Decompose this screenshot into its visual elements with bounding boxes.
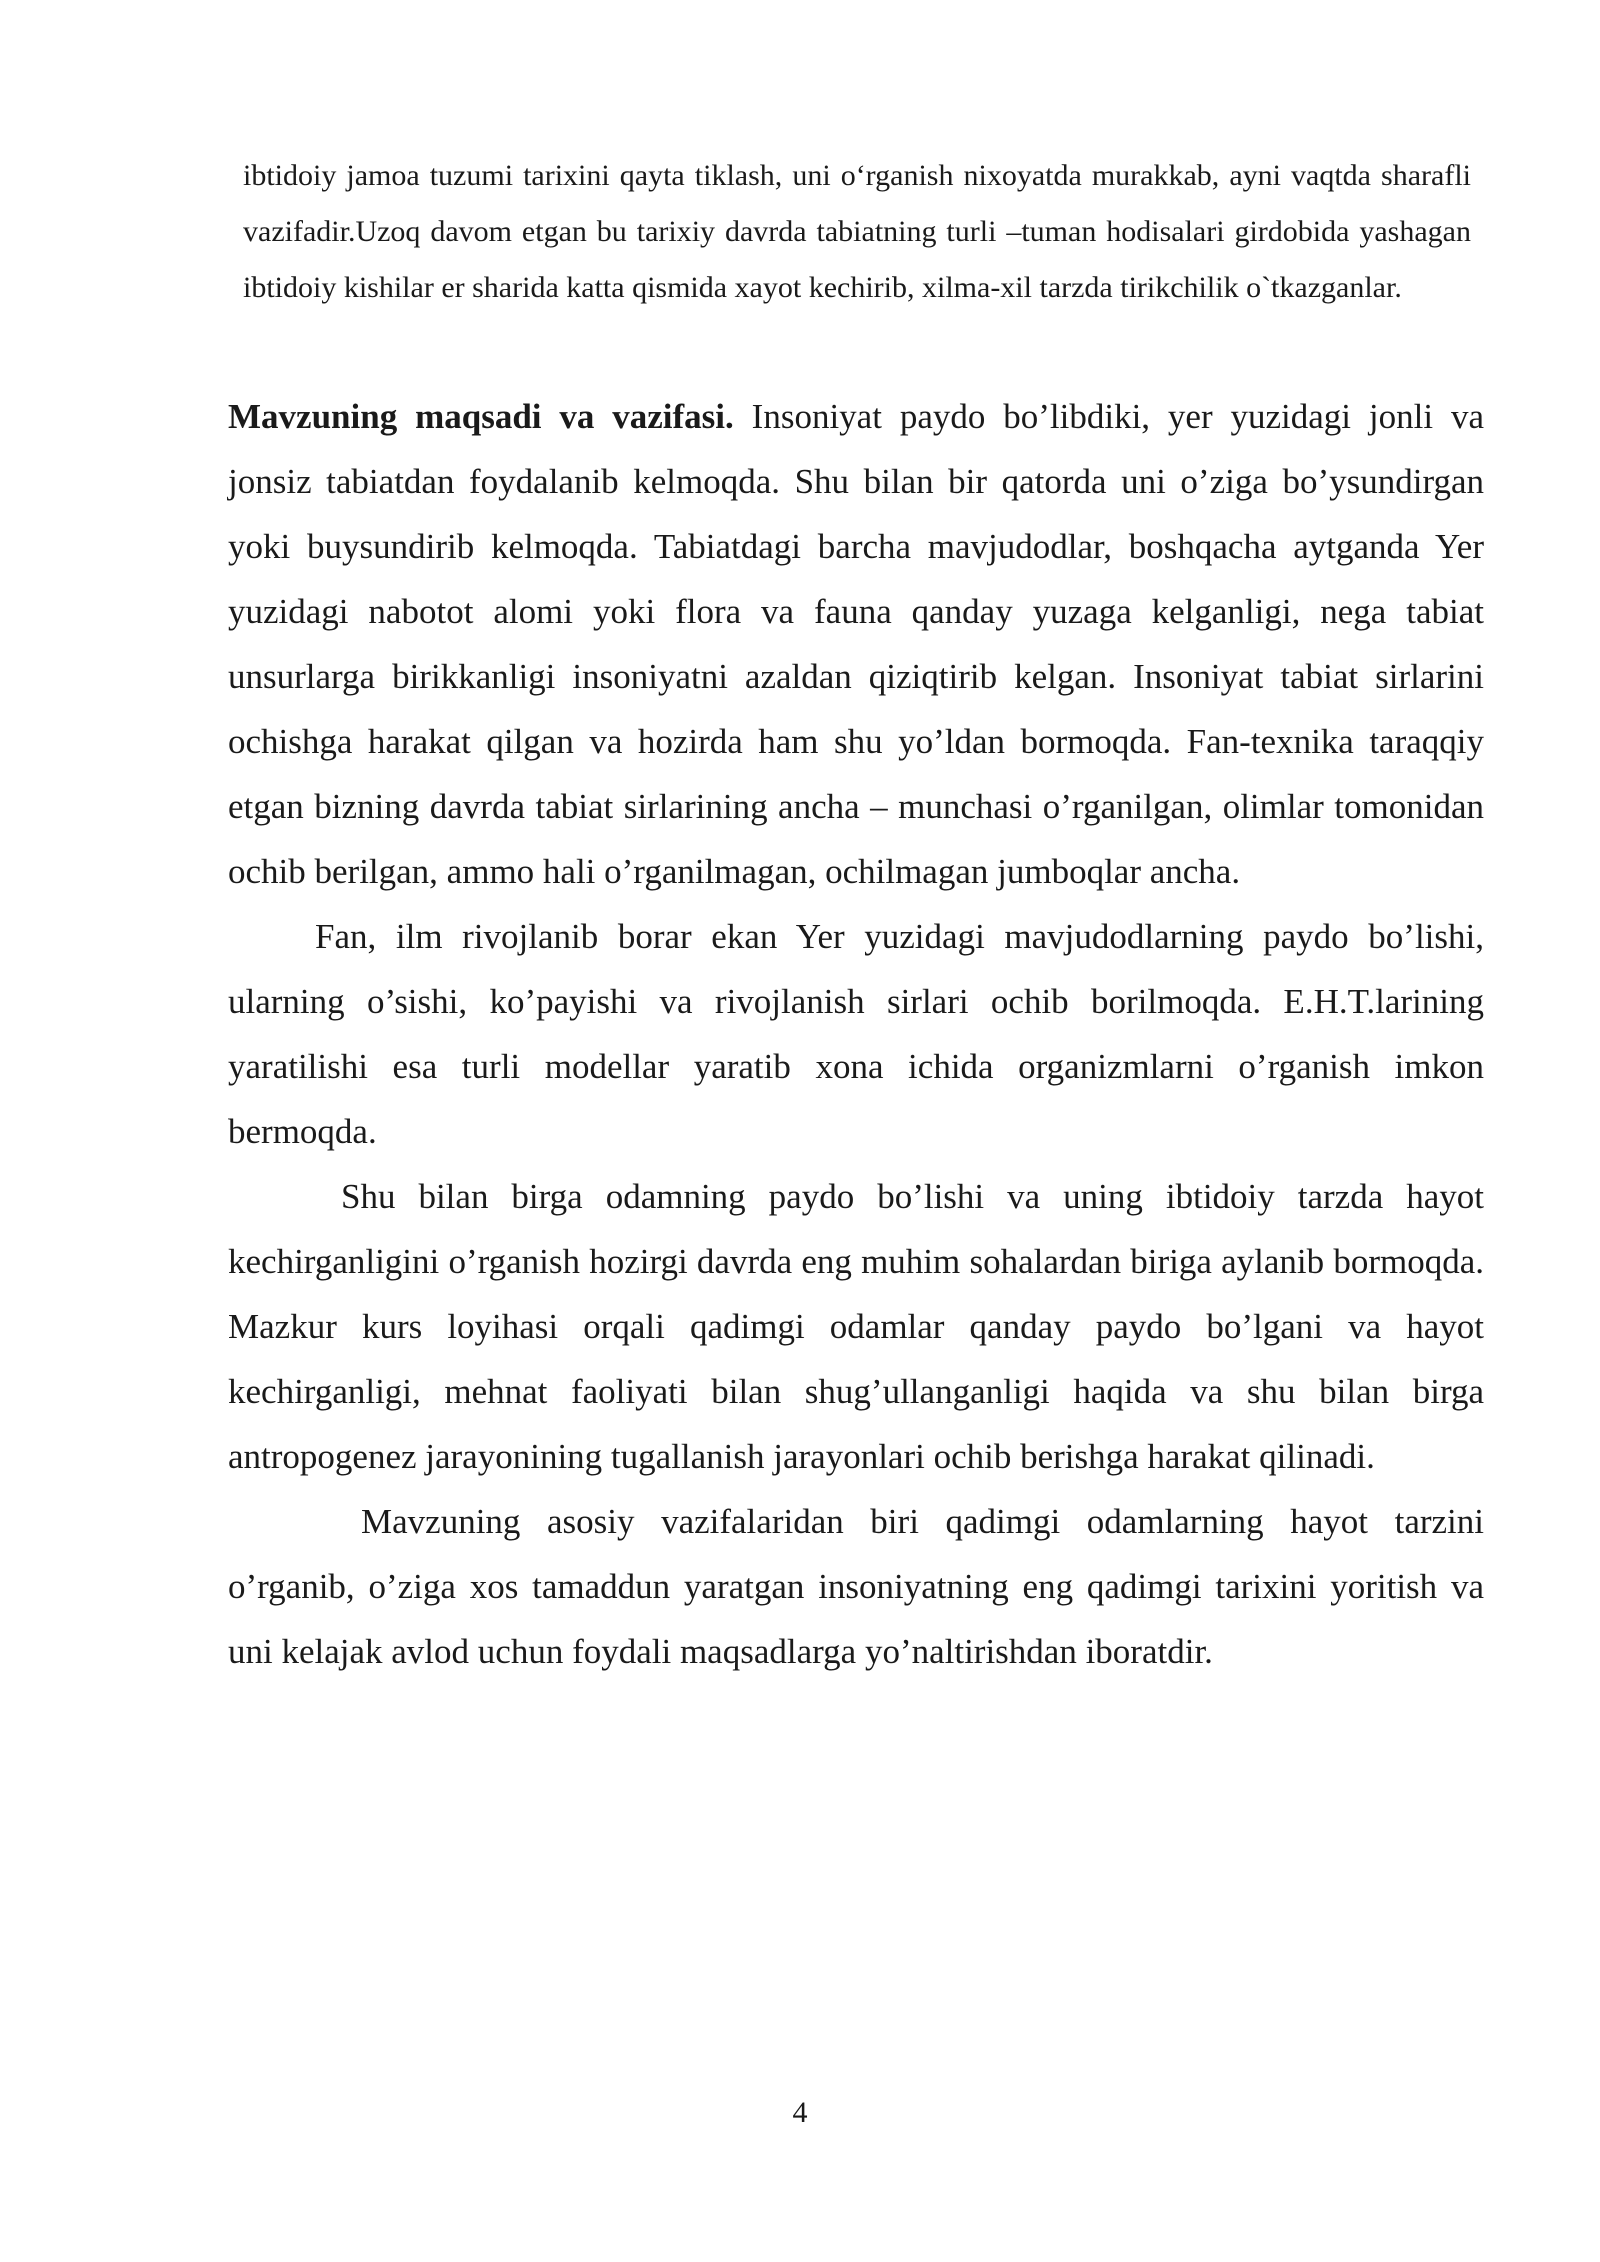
- page-number: 4: [792, 2096, 808, 2129]
- main-text: [228, 384, 1484, 1684]
- paragraph-objectives: [228, 384, 1484, 904]
- paragraph-science-development: Fan, ilm rivojlanib borar ekan Yer yuzidagi mavjudodlarning paydo bo’lishi, ularning o’sishi, ko’payishi va rivojlanish sirlari ochib borilmoqda. E.H.T.larining yaratilishi esa turli modellar yaratib xona ichida organizmlarni o’rganish imkon bermoqda.: [228, 917, 1484, 1151]
- paragraph-main-task: Mavzuning asosiy vazifalaridan biri qadimgi odamlarning hayot tarzini o’rganib, o’ziga xos tamaddun yaratgan insoniyatning eng qadimgi tarixini yoritish va uni kelajak avlod uchun foydali maqsadlarga yo’naltirishdan iboratdir.: [228, 1502, 1484, 1671]
- paragraph-objectives-text: Insoniyat paydo bo’libdiki, yer yuzidagi jonli va jonsiz tabiatdan foydalanib kelmoqda. Shu bilan bir qatorda uni o’ziga bo’ysundirgan yoki buysundirib kelmoqda. Tabiatdagi barcha mavjudodlar, boshqacha aytganda Yer yuzidagi nabotot alomi yoki flora va fauna qanday yuzaga kelganligi, nega tabiat unsurlarga birikkanligi insoniyatni azaldan qiziqtirib kelgan. Insoniyat tabiat sirlarini ochishga harakat qilgan va hozirda ham shu yo’ldan bormoqda. Fan-texnika taraqqiy etgan bizning davrda tabiat sirlarining ancha – munchasi o’rganilgan, olimlar tomonidan ochib berilgan, ammo hali o’rganilmagan, ochilmagan jumboqlar ancha.: [228, 397, 1484, 891]
- intro-paragraph: ibtidoiy jamoa tuzumi tarixini qayta tiklash, uni o‘rganish nixoyatda murakkab, ayni vaqtda sharafli vazifadir.Uzoq davom etgan bu tarixiy davrda tabiatning turli –tuman hodisalari girdobida yashagan ibtidoiy kishilar er sharida katta qismida xayot kechirib, xilma-xil tarzda tirikchilik o`tkazganlar.: [243, 159, 1471, 304]
- paragraph-human-origin: Shu bilan birga odamning paydo bo’lishi va uning ibtidoiy tarzda hayot kechirganligini o’rganish hozirgi davrda eng muhim sohalardan biriga aylanib bormoqda. Mazkur kurs loyihasi orqali qadimgi odamlar qanday paydo bo’lgani va hayot kechirganligi, mehnat faoliyati bilan shug’ullanganligi haqida va shu bilan birga antropogenez jarayonining tugallanish jarayonlari ochib berishga harakat qilinadi.: [228, 1177, 1484, 1476]
- section-heading: Mavzuning maqsadi va vazifasi.: [228, 397, 734, 436]
